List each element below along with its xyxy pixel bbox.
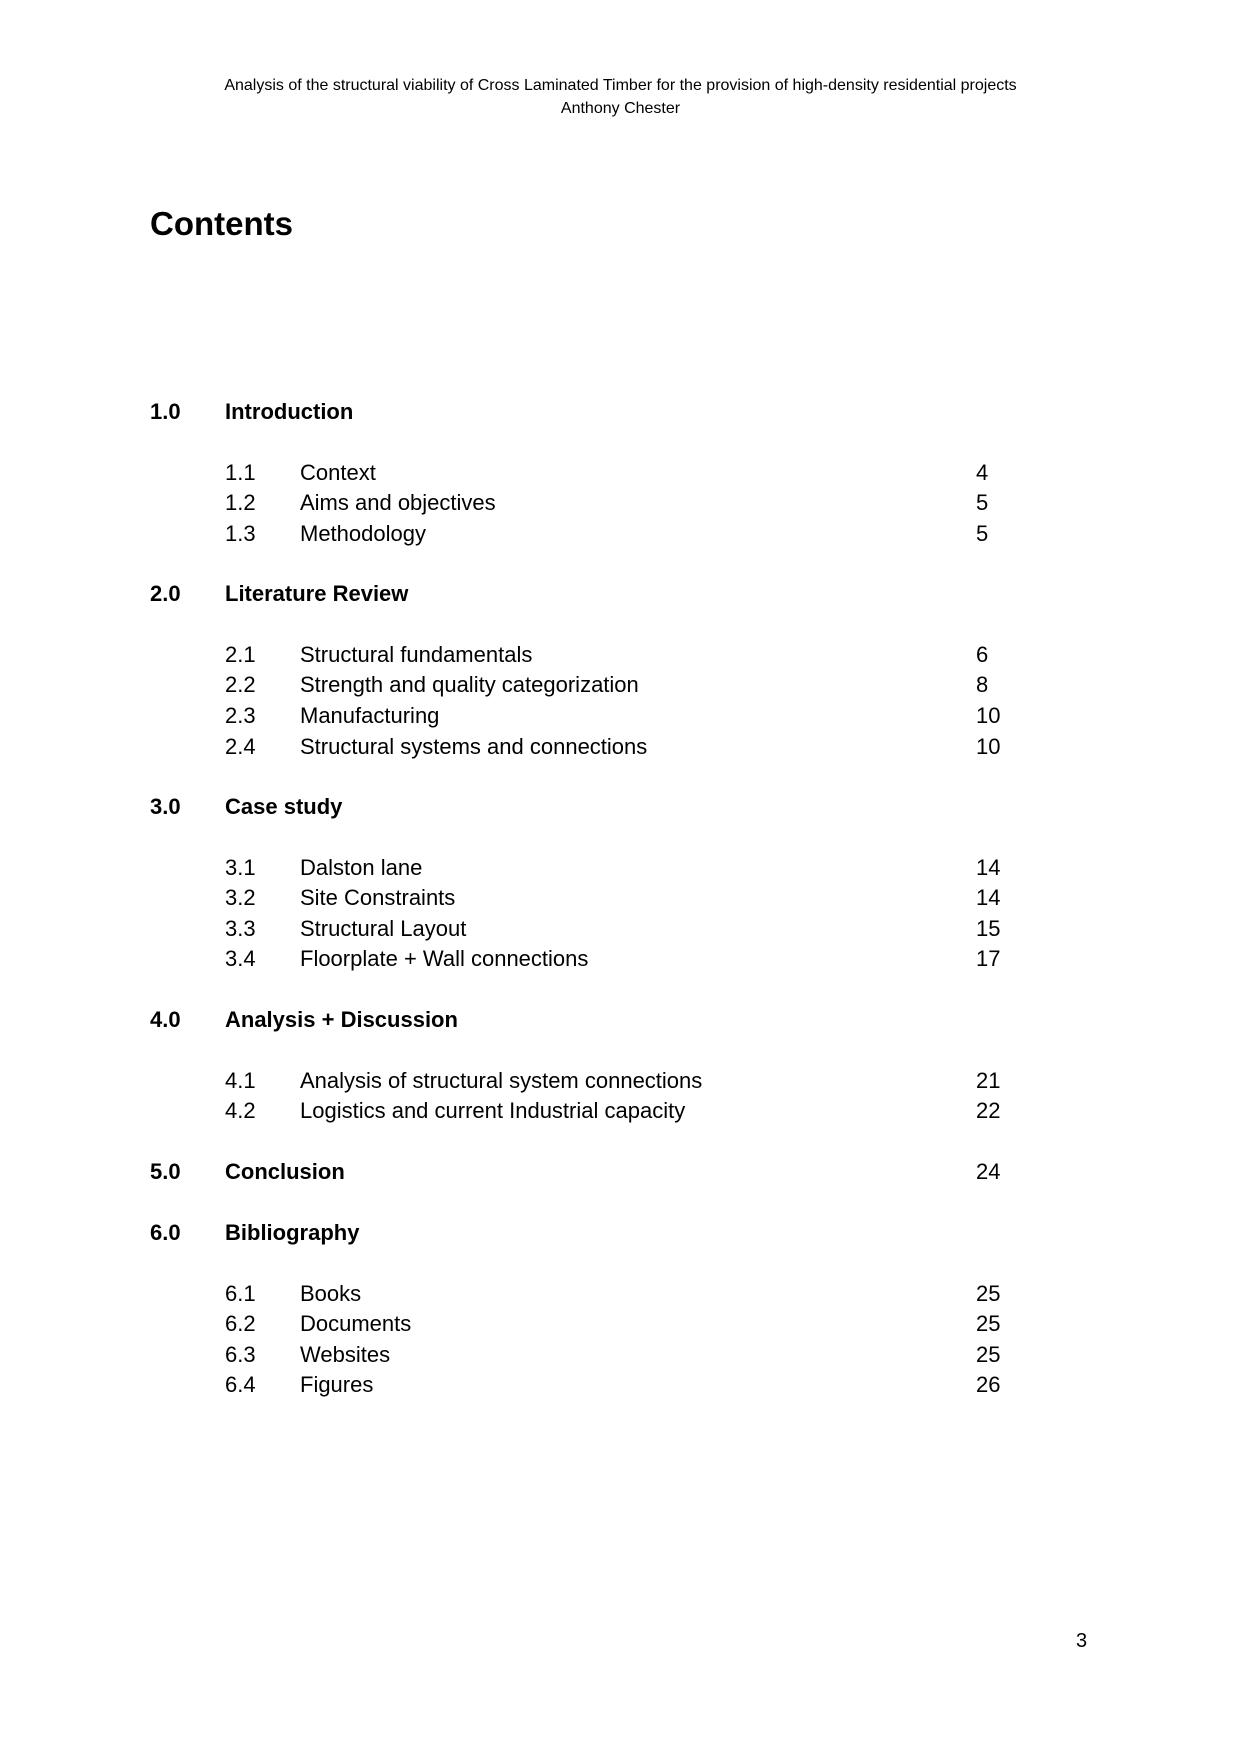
entry-page: 17 (976, 946, 1001, 971)
header-author: Anthony Chester (560, 100, 681, 117)
entry-title: Floorplate + Wall connections (300, 946, 589, 971)
toc-entry-websites (0, 1341, 1241, 1369)
section-number: 1.0 (150, 399, 181, 424)
entry-title: Structural fundamentals (300, 642, 533, 667)
toc-entry-site-constraints (0, 884, 1241, 912)
entry-number: 2.2 (225, 672, 256, 697)
entry-number: 2.1 (225, 642, 256, 667)
entry-title: Site Constraints (300, 885, 456, 910)
entry-title: Analysis of structural system connections (300, 1068, 703, 1093)
toc-entry-logistics (0, 1097, 1241, 1125)
entry-page: 25 (976, 1342, 1001, 1367)
entry-title: Dalston lane (300, 855, 423, 880)
section-title: Bibliography (225, 1220, 360, 1245)
entry-title: Structural Layout (300, 916, 467, 941)
entry-number: 1.1 (225, 460, 256, 485)
section-number: 2.0 (150, 581, 181, 606)
entry-title: Context (300, 460, 376, 485)
toc-section-introduction (0, 398, 1241, 426)
toc-entry-structural-fundamentals (0, 641, 1241, 669)
section-number: 6.0 (150, 1220, 181, 1245)
toc-entry-structural-systems (0, 733, 1241, 761)
section-title: Literature Review (225, 581, 409, 606)
page-title: Contents (150, 205, 293, 242)
entry-number: 3.1 (225, 855, 256, 880)
entry-title: Websites (300, 1342, 391, 1367)
entry-number: 4.1 (225, 1068, 256, 1093)
entry-page: 8 (976, 672, 989, 697)
entry-number: 3.3 (225, 916, 256, 941)
entry-title: Strength and quality categorization (300, 672, 639, 697)
toc-section-conclusion (0, 1158, 1241, 1186)
entry-number: 6.2 (225, 1311, 256, 1336)
entry-number: 3.4 (225, 946, 256, 971)
entry-number: 3.2 (225, 885, 256, 910)
toc-entry-figures (0, 1371, 1241, 1399)
entry-number: 2.4 (225, 734, 256, 759)
toc-section-bibliography (0, 1219, 1241, 1247)
entry-number: 1.3 (225, 521, 256, 546)
entry-page: 21 (976, 1068, 1001, 1093)
toc-entry-floorplate-wall (0, 945, 1241, 973)
header-title: Analysis of the structural viability of Cross Laminated Timber for the provision of high-density residential projects (224, 77, 1017, 94)
entry-page: 10 (976, 703, 1001, 728)
toc-entry-analysis-connections (0, 1067, 1241, 1095)
section-title: Analysis + Discussion (225, 1007, 458, 1032)
entry-title: Documents (300, 1311, 412, 1336)
toc-section-literature-review (0, 580, 1241, 608)
page-number: 3 (1076, 1630, 1088, 1652)
toc-section-analysis-discussion (0, 1006, 1241, 1034)
section-number: 3.0 (150, 794, 181, 819)
entry-page: 6 (976, 642, 989, 667)
section-title: Introduction (225, 399, 354, 424)
entry-title: Structural systems and connections (300, 734, 648, 759)
toc-entry-structural-layout (0, 915, 1241, 943)
toc-entry-context (0, 459, 1241, 487)
entry-page: 5 (976, 490, 989, 515)
entry-number: 2.3 (225, 703, 256, 728)
toc-entry-methodology (0, 520, 1241, 548)
toc-entry-manufacturing (0, 702, 1241, 730)
section-number: 4.0 (150, 1007, 181, 1032)
section-title: Conclusion (225, 1159, 345, 1184)
entry-page: 4 (976, 460, 989, 485)
toc-entry-strength-and-quality (0, 671, 1241, 699)
entry-number: 4.2 (225, 1098, 256, 1123)
entry-page: 14 (976, 885, 1001, 910)
entry-page: 22 (976, 1098, 1001, 1123)
entry-page: 5 (976, 521, 989, 546)
section-title: Case study (225, 794, 343, 819)
toc-section-case-study (0, 793, 1241, 821)
entry-page: 25 (976, 1311, 1001, 1336)
section-number: 5.0 (150, 1159, 181, 1184)
running-header (0, 74, 1241, 120)
entry-page: 25 (976, 1281, 1001, 1306)
entry-number: 6.4 (225, 1372, 256, 1397)
entry-page: 14 (976, 855, 1001, 880)
entry-page: 26 (976, 1372, 1001, 1397)
section-page: 24 (976, 1159, 1001, 1184)
entry-title: Methodology (300, 521, 426, 546)
toc-entry-dalston-lane (0, 854, 1241, 882)
entry-page: 15 (976, 916, 1001, 941)
entry-title: Figures (300, 1372, 374, 1397)
entry-number: 1.2 (225, 490, 256, 515)
toc-entry-documents (0, 1310, 1241, 1338)
entry-number: 6.3 (225, 1342, 256, 1367)
entry-title: Aims and objectives (300, 490, 496, 515)
entry-title: Books (300, 1281, 362, 1306)
toc-entry-aims-and-objectives (0, 489, 1241, 517)
entry-title: Logistics and current Industrial capacity (300, 1098, 686, 1123)
entry-title: Manufacturing (300, 703, 440, 728)
toc-entry-books (0, 1280, 1241, 1308)
entry-number: 6.1 (225, 1281, 256, 1306)
entry-page: 10 (976, 734, 1001, 759)
